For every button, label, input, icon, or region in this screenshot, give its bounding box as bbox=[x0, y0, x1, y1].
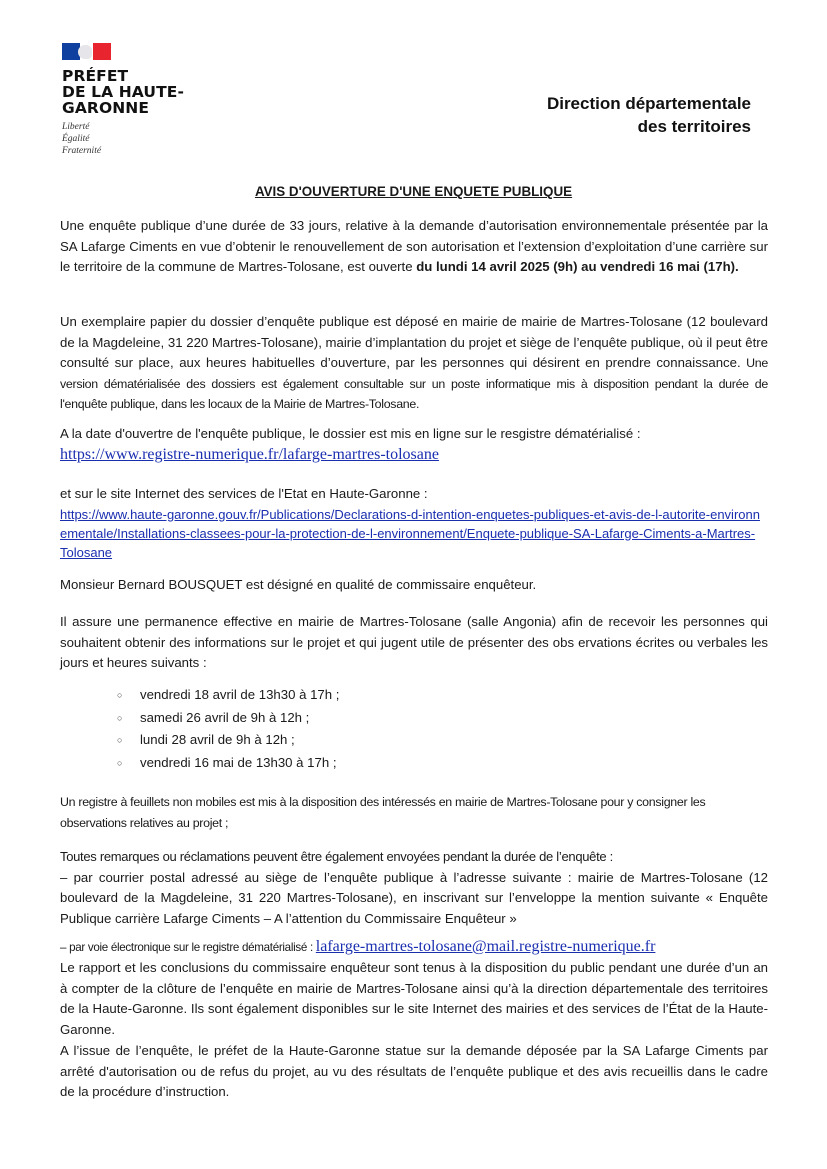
marianne-flag-icon bbox=[62, 43, 111, 60]
department-line: Direction départementale bbox=[546, 94, 751, 113]
list-item: ○ vendredi 18 avril de 13h30 à 17h ; bbox=[60, 684, 768, 707]
registre-papier-paragraph: Un registre à feuillets non mobiles est mis à la disposition des intéressés en mairie de Martres-Tolosane pour y consigner les observations relatives au projet ; bbox=[60, 795, 706, 830]
motto-line: Liberté bbox=[62, 122, 90, 132]
bullet-icon: ○ bbox=[117, 690, 123, 700]
remarques-paragraph: Toutes remarques ou réclamations peuvent être également envoyées pendant la durée de l’enquête : – par courrier postal adressé au siège de l’enquête publique à l’adresse suivante : mairie de Martres-Tolosane (12 boulevard de la Magdeleine, 31 220 Martres-Tolosane), en inscrivant sur l’enveloppe la mention suivante « Enquête Publique carrière Lafarge Ciments – A l’attention du Commissaire Enquêteur » – par voie électronique sur le registre dématérialisé : lafarge-martres-tolosane@mail.registre-numerique.fr bbox=[60, 849, 768, 955]
list-item: ○ samedi 26 avril de 9h à 12h ; bbox=[60, 707, 768, 730]
permanence-paragraph: Il assure une permanence effective en mairie de Martres-Tolosane (salle Angonia) afin de recevoir les personnes qui souhaitent obtenir des informations sur le projet et qui jugent utile de présenter des obs ervations écrites ou verbales les jours et heures suivants : bbox=[60, 614, 768, 670]
email-link[interactable]: lafarge-martres-tolosane@mail.registre-numerique.fr bbox=[315, 938, 656, 955]
bullet-icon: ○ bbox=[117, 757, 123, 768]
list-item: ○ vendredi 16 mai de 13h30 à 17h ; bbox=[60, 752, 768, 775]
republic-motto bbox=[62, 121, 212, 157]
bullet-icon: ○ bbox=[117, 712, 123, 723]
list-item: ○ lundi 28 avril de 9h à 12h ; bbox=[60, 729, 768, 752]
prefet-name bbox=[62, 68, 212, 116]
prefecture-logo bbox=[62, 43, 212, 157]
registre-paragraph: A la date d'ouvertre de l'enquête publique, le dossier est mis en ligne sur le resgistre dématérialisé : https://www.registre-numerique.fr/lafarge-martres-tolosane bbox=[60, 426, 641, 463]
commissaire-paragraph: Monsieur Bernard BOUSQUET est désigné en qualité de commissaire enquêteur. bbox=[60, 577, 537, 592]
dossier-paragraph: Un exemplaire papier du dossier d’enquête publique est déposé en mairie de mairie de Martres-Tolosane (12 boulevard de la Magdeleine, 31 220 Martres-Tolosane), mairie d’implantation du projet et siège de l’enquête publique, où il peut être consulté sur place, aux heures habituelles d’ouverture, par les personnes qui désirent en prendre connaissance. Une version dématérialisée des dossiers est également consultable sur un poste informatique mis à disposition pendant la durée de l'enquête publique, dans les locaux de la Mairie de Martres-Tolosane. bbox=[60, 314, 768, 411]
haute-garonne-gouv-link[interactable]: https://www.haute-garonne.gouv.fr/Publications/Declarations-d-intention-enquetes-publiques-et-avis-de-l-autorite-environnementale/Installations-classees-pour-la-protection-de-l-environnement/Enquete-publique-SA-Lafarge-Ciments-a-Martres-Tolosane bbox=[60, 506, 760, 560]
prefet-line: PRÉFET bbox=[62, 67, 129, 85]
intro-paragraph: Une enquête publique d’une durée de 33 jours, relative à la demande d’autorisation environnementale présentée par la SA Lafarge Ciments en vue d’obtenir le renouvellement de son autorisation et l’extension d’exploitation d’une carrière sur le territoire de la commune de Martres-Tolosane, est ouverte du lundi 14 avril 2025 (9h) au vendredi 16 mai (17h). bbox=[60, 218, 768, 274]
permanences-list bbox=[60, 684, 768, 774]
motto-line: Égalité bbox=[62, 134, 90, 144]
issue-paragraph: A l’issue de l’enquête, le préfet de la Haute-Garonne statue sur la demande déposée par la SA Lafarge Ciments par arrêté d'autorisation ou de refus du projet, au vu des résultats de l’enquête publique et des avis recueillis dans le cadre de la procédure d’instruction. bbox=[60, 1043, 768, 1099]
registre-numerique-link[interactable]: https://www.registre-numerique.fr/lafarge-martres-tolosane bbox=[60, 445, 439, 463]
prefet-line: GARONNE bbox=[62, 99, 150, 117]
department-line: des territoires bbox=[637, 117, 751, 136]
bullet-icon: ○ bbox=[117, 735, 123, 745]
issuing-department bbox=[547, 92, 751, 138]
document-title: AVIS D'OUVERTURE D'UNE ENQUETE PUBLIQUE bbox=[254, 184, 573, 199]
rapport-paragraph: Le rapport et les conclusions du commissaire enquêteur sont tenus à la disposition du public pendant une durée d’un an à compter de la clôture de l’enquête en mairie de Martres-Tolosane ainsi qu’à la direction départementale des territoires de la Haute-Garonne. Ils sont également disponibles sur le site Internet des mairies et des services de l’État de la Haute-Garonne. bbox=[60, 960, 768, 1037]
site-etat-paragraph: et sur le site Internet des services de l'Etat en Haute-Garonne : https://www.haute-garonne.gouv.fr/Publications/Declarations-d-intention-enquetes-publiques-et-avis-de-l-autorite-environnementale/Installations-classees-pour-la-protection-de-l-environnement/Enquete-publique-SA-Lafarge-Ciments-a-Martres-Tolosane bbox=[60, 486, 760, 560]
inquiry-dates: du lundi 14 avril 2025 (9h) au vendredi 16 mai (17h). bbox=[416, 259, 739, 274]
prefet-line: DE LA HAUTE- bbox=[62, 83, 184, 101]
motto-line: Fraternité bbox=[62, 146, 102, 156]
